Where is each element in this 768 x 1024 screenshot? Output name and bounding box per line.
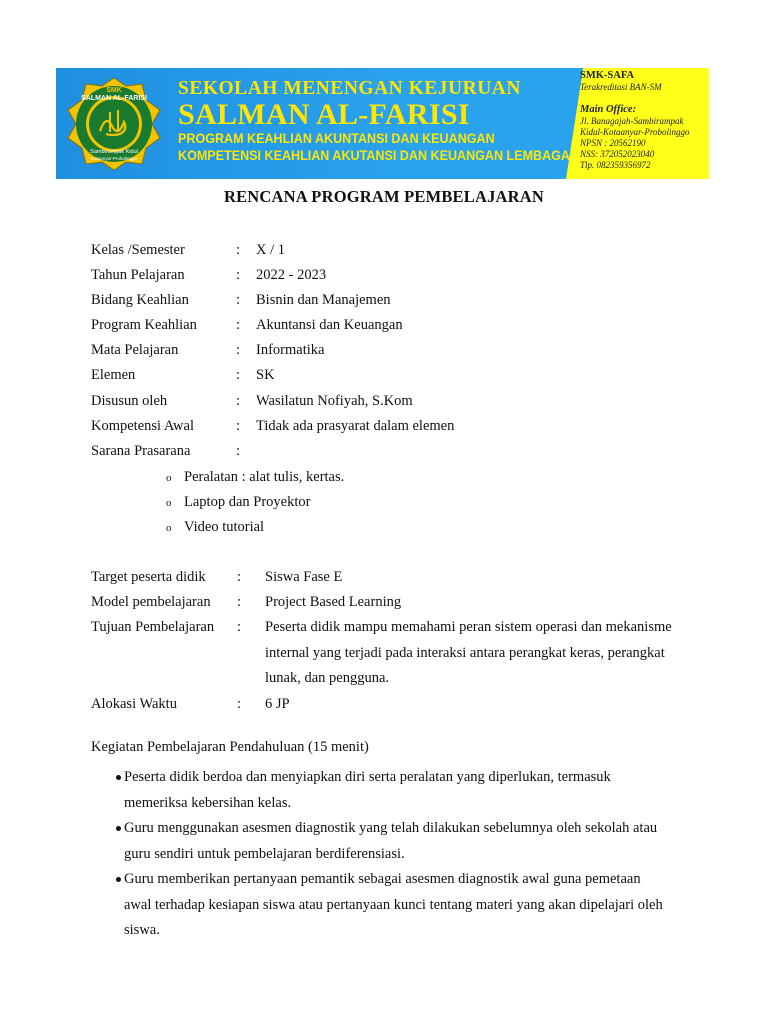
field-label: Tahun Pelajaran	[91, 267, 185, 284]
field-separator: :	[236, 317, 241, 334]
field-row	[91, 313, 691, 338]
field-label: Kelas /Semester	[91, 242, 185, 258]
field-value: Wasilatun Nofiyah, S.Kom	[256, 392, 413, 409]
list-item-text: Peserta didik berdoa dan menyiapkan diri serta peralatan yang diperlukan, termasuk memeriksa kebersihan kelas.	[124, 769, 611, 811]
hollow-bullet-icon: o	[166, 522, 172, 535]
bullet-icon	[116, 775, 121, 780]
school-header-banner	[56, 68, 709, 179]
list-item-text: Guru menggunakan asesmen diagnostik yang telah dilakukan sebelumnya oleh sekolah atau guru sendiri untuk pembelajaran berdiferensiasi.	[124, 820, 658, 862]
activity-list	[91, 765, 671, 944]
field-row	[91, 565, 691, 590]
logo-top-text: SMK	[106, 87, 122, 94]
school-type: SEKOLAH MENENGAN KEJURUAN	[178, 78, 521, 99]
info-phone: Tlp. 082359356972	[580, 160, 651, 170]
list-item	[91, 816, 671, 867]
field-value: 6 JP	[265, 696, 290, 713]
field-label: Sarana Prasarana	[91, 442, 191, 459]
field-row	[91, 288, 691, 313]
field-separator: :	[237, 696, 242, 713]
field-label: Kompetensi Awal	[91, 417, 194, 434]
field-row	[91, 363, 691, 388]
field-label: Elemen	[91, 367, 136, 384]
field-separator: :	[236, 442, 241, 459]
logo-bottom-text-2: Kotaanyar-Probolinggo	[90, 156, 138, 161]
field-value: Project Based Learning	[265, 594, 402, 611]
field-label: Disusun oleh	[91, 392, 168, 409]
identity-fields	[91, 238, 691, 464]
field-separator: :	[237, 569, 242, 585]
field-separator: :	[236, 292, 241, 309]
field-row	[91, 238, 691, 263]
field-separator: :	[236, 267, 241, 284]
field-row	[91, 414, 691, 439]
field-label: Bidang Keahlian	[91, 292, 189, 309]
field-separator: :	[236, 417, 241, 434]
field-row	[91, 338, 691, 363]
list-item-text: Peralatan : alat tulis, kertas.	[184, 469, 345, 485]
school-logo	[66, 76, 162, 172]
field-value: Informatika	[256, 342, 325, 359]
school-name: SALMAN AL-FARISI	[178, 98, 470, 131]
field-value: SK	[256, 367, 275, 384]
field-separator: :	[236, 367, 241, 384]
field-row	[91, 692, 691, 717]
field-label: Alokasi Waktu	[91, 696, 177, 713]
list-item	[91, 765, 671, 816]
info-address-2: Kidul-Kotaanyar-Probolinggo	[580, 127, 690, 137]
info-office-label: Main Office:	[580, 104, 637, 115]
logo-bottom-text: Sambirampak Kidul	[90, 149, 138, 155]
hollow-bullet-icon: o	[166, 497, 172, 510]
field-value: Siswa Fase E	[265, 569, 343, 585]
field-value: Tidak ada prasyarat dalam elemen	[256, 417, 455, 434]
bullet-icon	[116, 877, 121, 882]
field-value: Akuntansi dan Keuangan	[256, 317, 403, 334]
field-row	[91, 615, 691, 692]
field-separator: :	[237, 619, 242, 636]
list-item-text: Guru memberikan pertanyaan pemantik sebagai asesmen diagnostik awal guna pemetaan awal terhadap kesiapan siswa atau pertanyaan kunci tentang materi yang akan dipelajari oleh siswa.	[124, 871, 663, 938]
field-label: Target peserta didik	[91, 569, 206, 585]
bullet-icon	[116, 826, 121, 831]
info-nss: NSS: 372052023040	[580, 149, 655, 159]
info-title: SMK-SAFA	[580, 70, 635, 81]
field-value: Bisnin dan Manajemen	[256, 292, 391, 309]
list-item	[91, 867, 671, 944]
list-item-text: Laptop dan Proyektor	[184, 494, 311, 511]
field-separator: :	[236, 392, 241, 409]
hollow-bullet-icon: o	[166, 472, 172, 484]
program-keahlian: PROGRAM KEAHLIAN AKUNTANSI DAN KEUANGAN	[178, 131, 495, 146]
field-row	[91, 389, 691, 414]
field-row	[91, 439, 691, 464]
field-separator: :	[237, 594, 242, 611]
field-row	[91, 590, 691, 615]
field-separator: :	[236, 242, 241, 258]
logo-ring-text: SALMAN AL-FARISI	[81, 95, 147, 102]
document-title: RENCANA PROGRAM PEMBELAJARAN	[223, 187, 544, 206]
info-accreditation: Terakreditasi BAN-SM	[580, 82, 662, 92]
section-heading: Kegiatan Pembelajaran Pendahuluan (15 menit)	[91, 739, 369, 755]
field-label: Mata Pelajaran	[91, 342, 179, 359]
field-value: Peserta didik mampu memahami peran sistem operasi dan mekanisme internal yang terjadi pada interaksi antara perangkat keras, perangkat lunak, dan pengguna.	[265, 619, 672, 687]
list-item-text: Video tutorial	[184, 519, 265, 536]
school-contact-info	[580, 70, 708, 171]
field-separator: :	[236, 342, 241, 359]
school-name-block	[178, 78, 578, 164]
learning-fields	[91, 565, 691, 717]
field-label: Program Keahlian	[91, 317, 197, 334]
field-row	[91, 263, 691, 288]
info-address-1: Jl. Banagajah-Sambirampak	[580, 116, 684, 126]
kompetensi-keahlian: KOMPETENSI KEAHLIAN AKUTANSI DAN KEUANGAN LEMBAGA	[178, 148, 570, 163]
field-label: Tujuan Pembelajaran	[91, 619, 215, 636]
field-value: 2022 - 2023	[256, 267, 327, 284]
info-npsn: NPSN : 20562190	[580, 138, 646, 148]
field-label: Model pembelajaran	[91, 594, 211, 611]
field-value: X / 1	[256, 242, 285, 258]
